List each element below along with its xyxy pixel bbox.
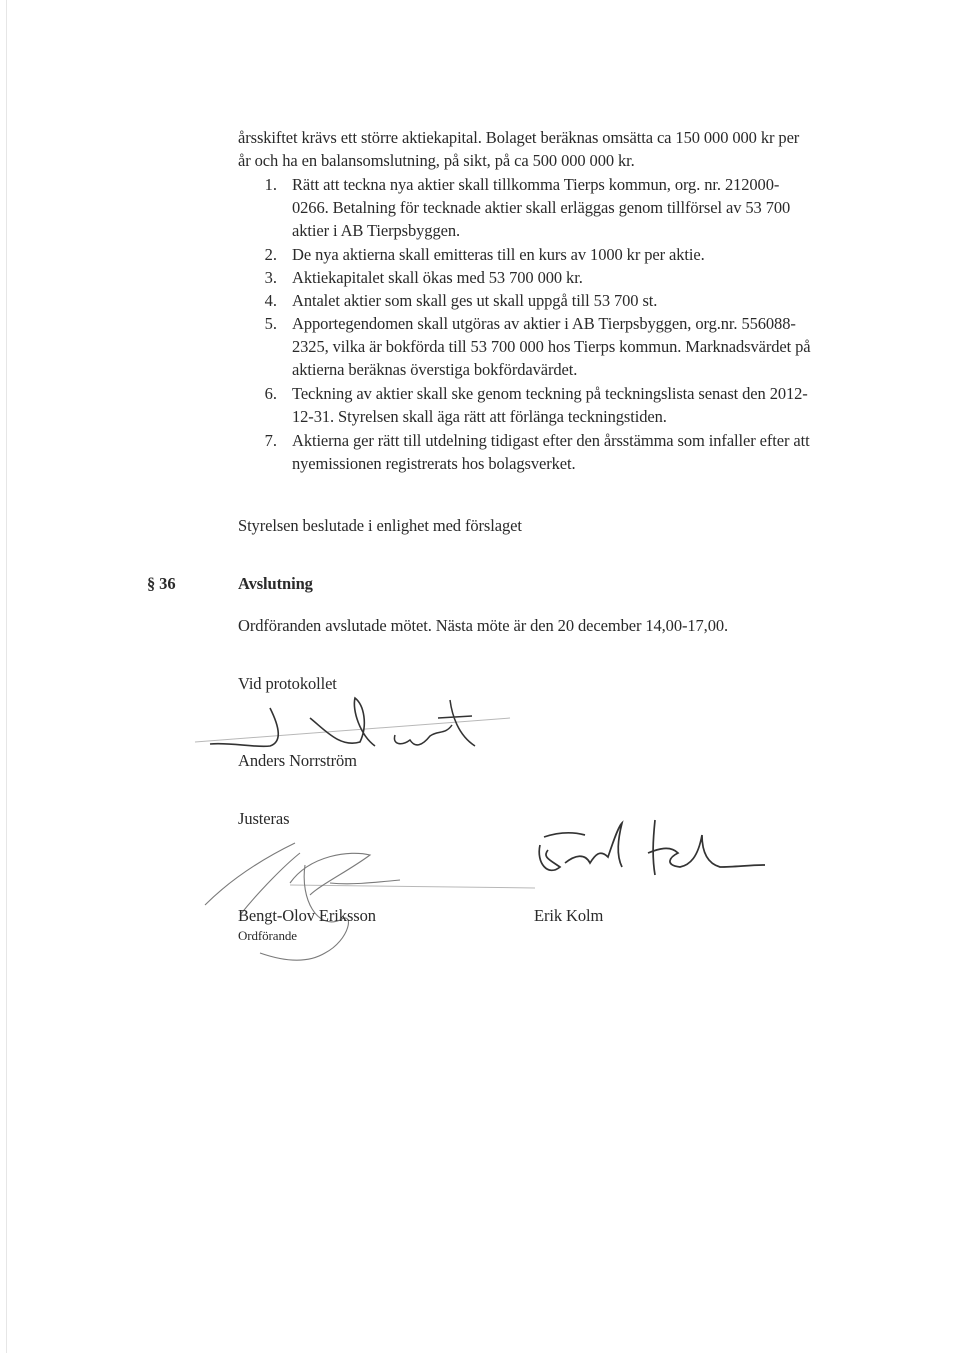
verified-label: Justeras	[238, 809, 290, 828]
list-number: 1.	[264, 175, 277, 194]
list-item-text: Apportegendomen skall utgöras av aktier i AB Tierpsbyggen, org.nr. 556088-	[292, 314, 796, 333]
chair-role: Ordförande	[238, 928, 297, 943]
list-item-text: 2325, vilka är bokförda till 53 700 000 hos Tierps kommun. Marknadsvärdet på	[292, 337, 811, 356]
chair-name: Bengt-Olov Eriksson	[238, 906, 376, 925]
adjuster-name: Erik Kolm	[534, 906, 604, 925]
list-item-text: Teckning av aktier skall ske genom teckning på teckningslista senast den 2012-	[292, 384, 808, 403]
section-title: Avslutning	[238, 574, 313, 593]
section-text: Ordföranden avslutade mötet. Nästa möte är den 20 december 14,00-17,00.	[238, 616, 729, 635]
page-edge	[6, 0, 7, 1353]
list-number: 6.	[264, 384, 277, 403]
list-item-text: aktier i AB Tierpsbyggen.	[292, 221, 461, 240]
secretary-name: Anders Norrström	[238, 751, 357, 770]
adjuster-signature	[530, 815, 770, 885]
protocol-label: Vid protokollet	[238, 674, 337, 693]
list-item-text: nyemissionen registrerats hos bolagsverket.	[292, 454, 576, 473]
list-number: 2.	[264, 245, 277, 264]
list-number: 7.	[264, 431, 277, 450]
list-item-text: Aktierna ger rätt till utdelning tidigast efter den årsstämma som infaller efter att	[292, 431, 810, 450]
list-number: 3.	[264, 268, 277, 287]
list-item-text: 0266. Betalning för tecknade aktier skall erläggas genom tillförsel av 53 700	[292, 198, 791, 217]
list-number: 5.	[264, 314, 277, 333]
list-number: 4.	[264, 291, 277, 310]
intro-line-2: år och ha en balansomslutning, på sikt, på ca 500 000 000 kr.	[238, 151, 635, 170]
intro-line-1: årsskiftet krävs ett större aktiekapital. Bolaget beräknas omsätta ca 150 000 000 kr per	[238, 128, 800, 147]
board-decision: Styrelsen beslutade i enlighet med förslaget	[238, 516, 522, 535]
section-number: § 36	[147, 574, 176, 593]
list-item-text: Aktiekapitalet skall ökas med 53 700 000 kr.	[292, 268, 583, 287]
list-item-text: Antalet aktier som skall ges ut skall uppgå till 53 700 st.	[292, 291, 658, 310]
list-item-text: aktierna beräknas överstiga bokfördavärdet.	[292, 360, 578, 379]
list-item-text: 12-31. Styrelsen skall äga rätt att förlänga teckningstiden.	[292, 407, 667, 426]
list-item-text: Rätt att teckna nya aktier skall tillkomma Tierps kommun, org. nr. 212000-	[292, 175, 780, 194]
list-item-text: De nya aktierna skall emitteras till en kurs av 1000 kr per aktie.	[292, 245, 705, 264]
